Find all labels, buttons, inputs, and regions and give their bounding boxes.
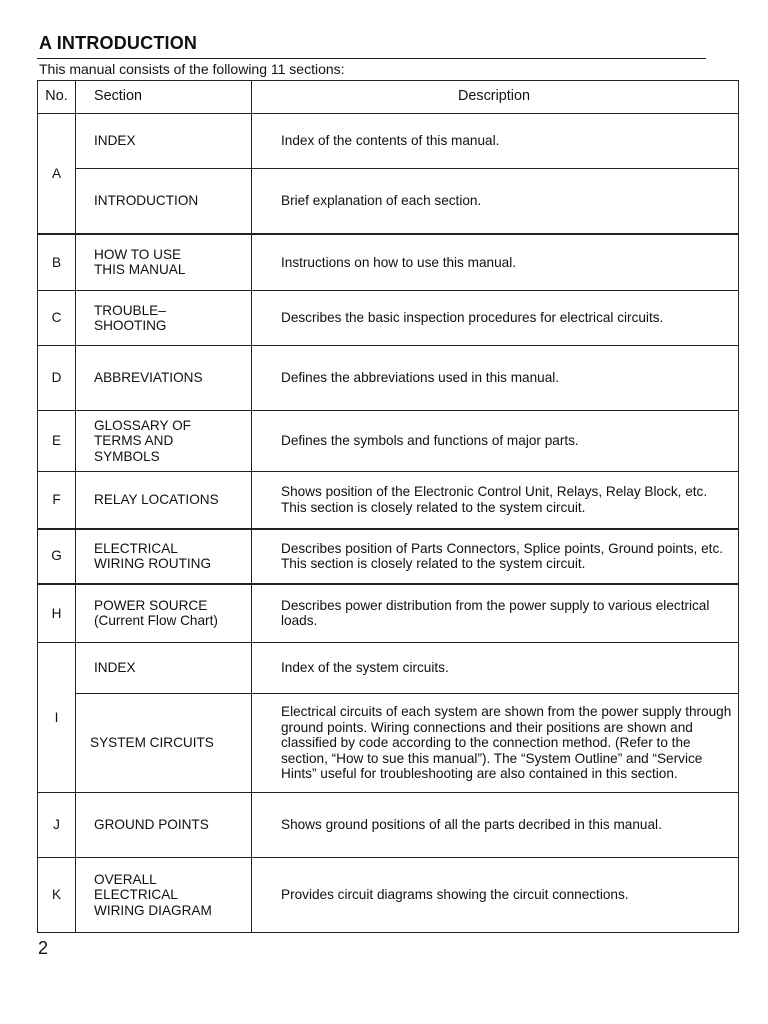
table-row xyxy=(38,291,739,346)
row-no-h: H xyxy=(38,584,76,643)
row-section: ELECTRICAL WIRING ROUTING xyxy=(76,529,252,584)
page-number: 2 xyxy=(38,938,49,958)
row-description: Shows position of the Electronic Control Unit, Relays, Relay Block, etc. This section is closely related to the system circuit. xyxy=(252,472,739,529)
row-section: INDEX xyxy=(76,643,252,694)
header-description: Description xyxy=(252,81,739,114)
row-description: Defines the symbols and functions of major parts. xyxy=(252,411,739,472)
row-no-j: J xyxy=(38,793,76,858)
table-row xyxy=(38,411,739,472)
row-description: Instructions on how to use this manual. xyxy=(252,234,739,291)
row-no-g: G xyxy=(38,529,76,584)
header-section: Section xyxy=(76,81,252,114)
row-section: ABBREVIATIONS xyxy=(76,346,252,411)
table-row xyxy=(38,114,739,169)
page-heading: A INTRODUCTION xyxy=(39,33,198,53)
row-no-i: I xyxy=(38,643,76,793)
row-description: Defines the abbreviations used in this manual. xyxy=(252,346,739,411)
table-row xyxy=(38,529,739,584)
row-description: Shows ground positions of all the parts decribed in this manual. xyxy=(252,793,739,858)
row-description: Index of the contents of this manual. xyxy=(252,114,739,169)
row-description: Describes position of Parts Connectors, Splice points, Ground points, etc. This section is closely related to the system circuit. xyxy=(252,529,739,584)
row-description: Provides circuit diagrams showing the circuit connections. xyxy=(252,858,739,933)
row-no-a: A xyxy=(38,114,76,234)
row-section: HOW TO USE THIS MANUAL xyxy=(76,234,252,291)
row-no-f: F xyxy=(38,472,76,529)
row-section: SYSTEM CIRCUITS xyxy=(76,694,252,793)
row-description: Brief explanation of each section. xyxy=(252,169,739,234)
row-description: Electrical circuits of each system are shown from the power supply through ground points. Wiring connections and their positions are shown and classified by code according to the connection method. (Refer to the section, “How to sue this manual”). The “System Outline” and “Service Hints” useful for troubleshooting are also contained in this section. xyxy=(252,694,739,793)
table-row xyxy=(38,234,739,291)
table-row xyxy=(38,793,739,858)
row-section: OVERALL ELECTRICAL WIRING DIAGRAM xyxy=(76,858,252,933)
table-row xyxy=(38,643,739,694)
intro-text: This manual consists of the following 11 sections: xyxy=(39,61,345,77)
row-no-b: B xyxy=(38,234,76,291)
table-header-row xyxy=(38,81,739,114)
row-section: INTRODUCTION xyxy=(76,169,252,234)
table-row xyxy=(38,346,739,411)
table-row xyxy=(38,694,739,793)
table-row xyxy=(38,584,739,643)
header-no: No. xyxy=(38,81,76,114)
row-section: POWER SOURCE (Current Flow Chart) xyxy=(76,584,252,643)
row-section: TROUBLE– SHOOTING xyxy=(76,291,252,346)
row-section: GLOSSARY OF TERMS AND SYMBOLS xyxy=(76,411,252,472)
row-no-e: E xyxy=(38,411,76,472)
row-section: GROUND POINTS xyxy=(76,793,252,858)
row-section: RELAY LOCATIONS xyxy=(76,472,252,529)
heading-rule xyxy=(37,58,706,59)
row-no-k: K xyxy=(38,858,76,933)
row-description: Describes the basic inspection procedures for electrical circuits. xyxy=(252,291,739,346)
table-row xyxy=(38,169,739,234)
row-no-c: C xyxy=(38,291,76,346)
table-row xyxy=(38,858,739,933)
row-section: INDEX xyxy=(76,114,252,169)
row-no-d: D xyxy=(38,346,76,411)
row-description: Describes power distribution from the power supply to various electrical loads. xyxy=(252,584,739,643)
sections-table xyxy=(37,80,739,933)
row-description: Index of the system circuits. xyxy=(252,643,739,694)
table-row xyxy=(38,472,739,529)
